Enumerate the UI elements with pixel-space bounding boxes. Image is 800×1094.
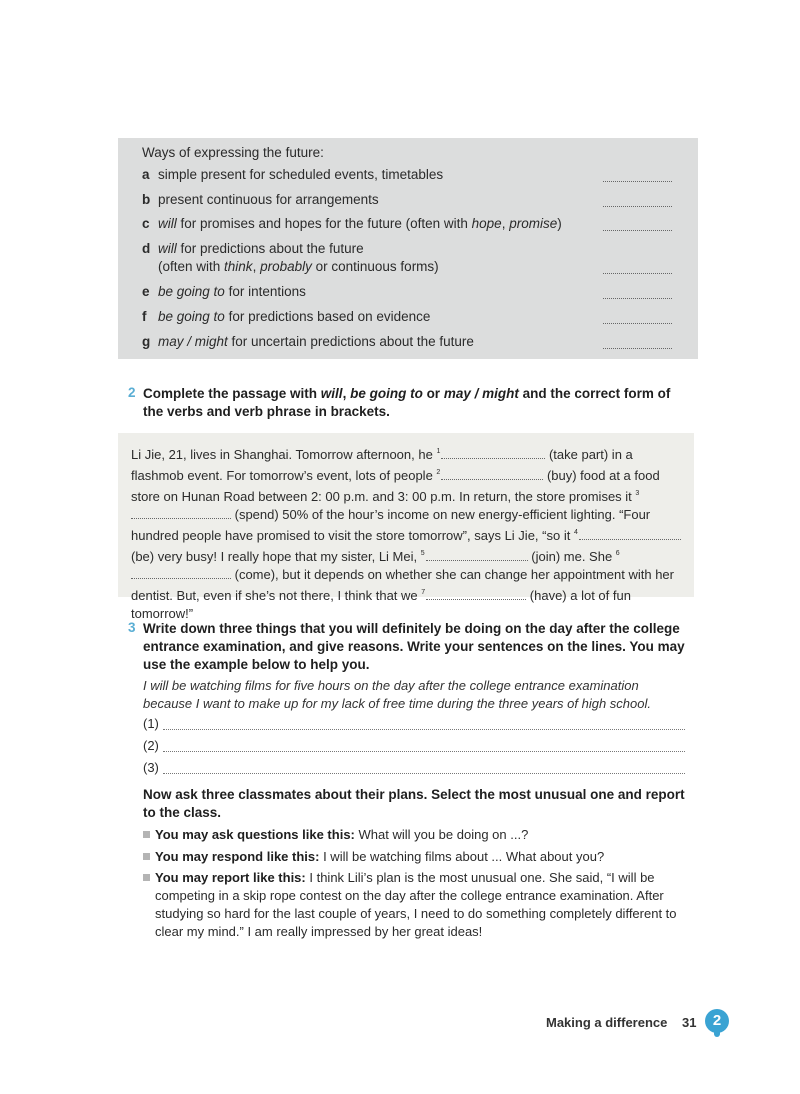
answer-line-2[interactable]: (2) <box>143 738 685 756</box>
bullet-square-icon <box>143 874 150 881</box>
unit-badge: 2 <box>705 1009 729 1033</box>
passage-blank-1[interactable] <box>441 447 545 459</box>
unit-badge-tail <box>714 1031 720 1037</box>
answer-blank-g[interactable] <box>603 348 672 349</box>
answer-line-3[interactable]: (3) <box>143 760 685 778</box>
passage-blank-2[interactable] <box>441 468 543 480</box>
answer-blank-b[interactable] <box>603 206 672 207</box>
ways-title: Ways of expressing the future: <box>142 145 324 160</box>
passage-blank-5[interactable] <box>426 549 528 561</box>
passage-blank-7[interactable] <box>426 588 526 600</box>
answer-blank-c[interactable] <box>603 230 672 231</box>
bullet-square-icon <box>143 853 150 860</box>
passage-blank-4[interactable] <box>579 528 681 540</box>
answer-blank-f[interactable] <box>603 323 672 324</box>
answer-blank-d[interactable] <box>603 273 672 274</box>
passage-blank-3[interactable] <box>131 507 231 519</box>
answer-blank-e[interactable] <box>603 298 672 299</box>
page-number: 31 <box>682 1015 697 1030</box>
passage-box <box>118 433 694 621</box>
answer-line-1[interactable]: (1) <box>143 716 685 734</box>
ways-box: Ways of expressing the future: a simple present for scheduled events, timetables b present continuous for arrangements c will for promises and hopes for the future (often with hope, promise) d will for predictions about the future (often with think, probably or continuous forms) e be going to for intentions f be going to for predictions based on evidence g may / might for uncertain predictions about the future <box>118 138 698 359</box>
way-item-d: d will for predictions about the future (often with think, probably or continuous forms) <box>142 240 682 280</box>
question-3-number: 3 <box>128 620 136 635</box>
question-2-number: 2 <box>128 385 136 400</box>
question-3-instructions: Write down three things that you will definitely be doing on the day after the college entrance examination, and give reasons. Write your sentences on the lines. You may use the example below to help you. <box>143 621 685 672</box>
passage-text: Li Jie, 21, lives in Shanghai. Tomorrow afternoon, he $^1$ (take part) in a flashmob event. For tomorrow’s event, lots of people $^2$ (buy) food at a food store on Hunan Road between 2: 00 p.m. and 3: 00 p.m. In return, the store promises it $^3$ (spend) 50% of the hour’s income on new energy-efficient lighting. “Four hundred people have promised to visit the store tomorrow”, says Li Jie, “so it $^4$ (be) very busy! I really hope that my sister, Li Mei, $^5$ (join) me. She $^6$ (come), but it depends on whether she can change her appointment with her dentist. But, even if she’s not there, I think that we $^7$ (have) a lot of fun tomorrow!” <box>131 443 683 623</box>
passage-blank-6[interactable] <box>131 567 231 579</box>
example-sentence: I will be watching films for five hours on the day after the college entrance examination because I want to make up for my lack of free time during the three years of high school. <box>143 678 651 711</box>
now-ask-instructions: Now ask three classmates about their plans. Select the most unusual one and report to the class. <box>143 787 685 820</box>
answer-blank-a[interactable] <box>603 181 672 182</box>
bullet-square-icon <box>143 831 150 838</box>
footer-unit-title: Making a difference <box>546 1015 668 1030</box>
question-2-instructions: Complete the passage with will, be going to or may / might and the correct form of the verbs and verb phrase in brackets. <box>143 386 671 419</box>
